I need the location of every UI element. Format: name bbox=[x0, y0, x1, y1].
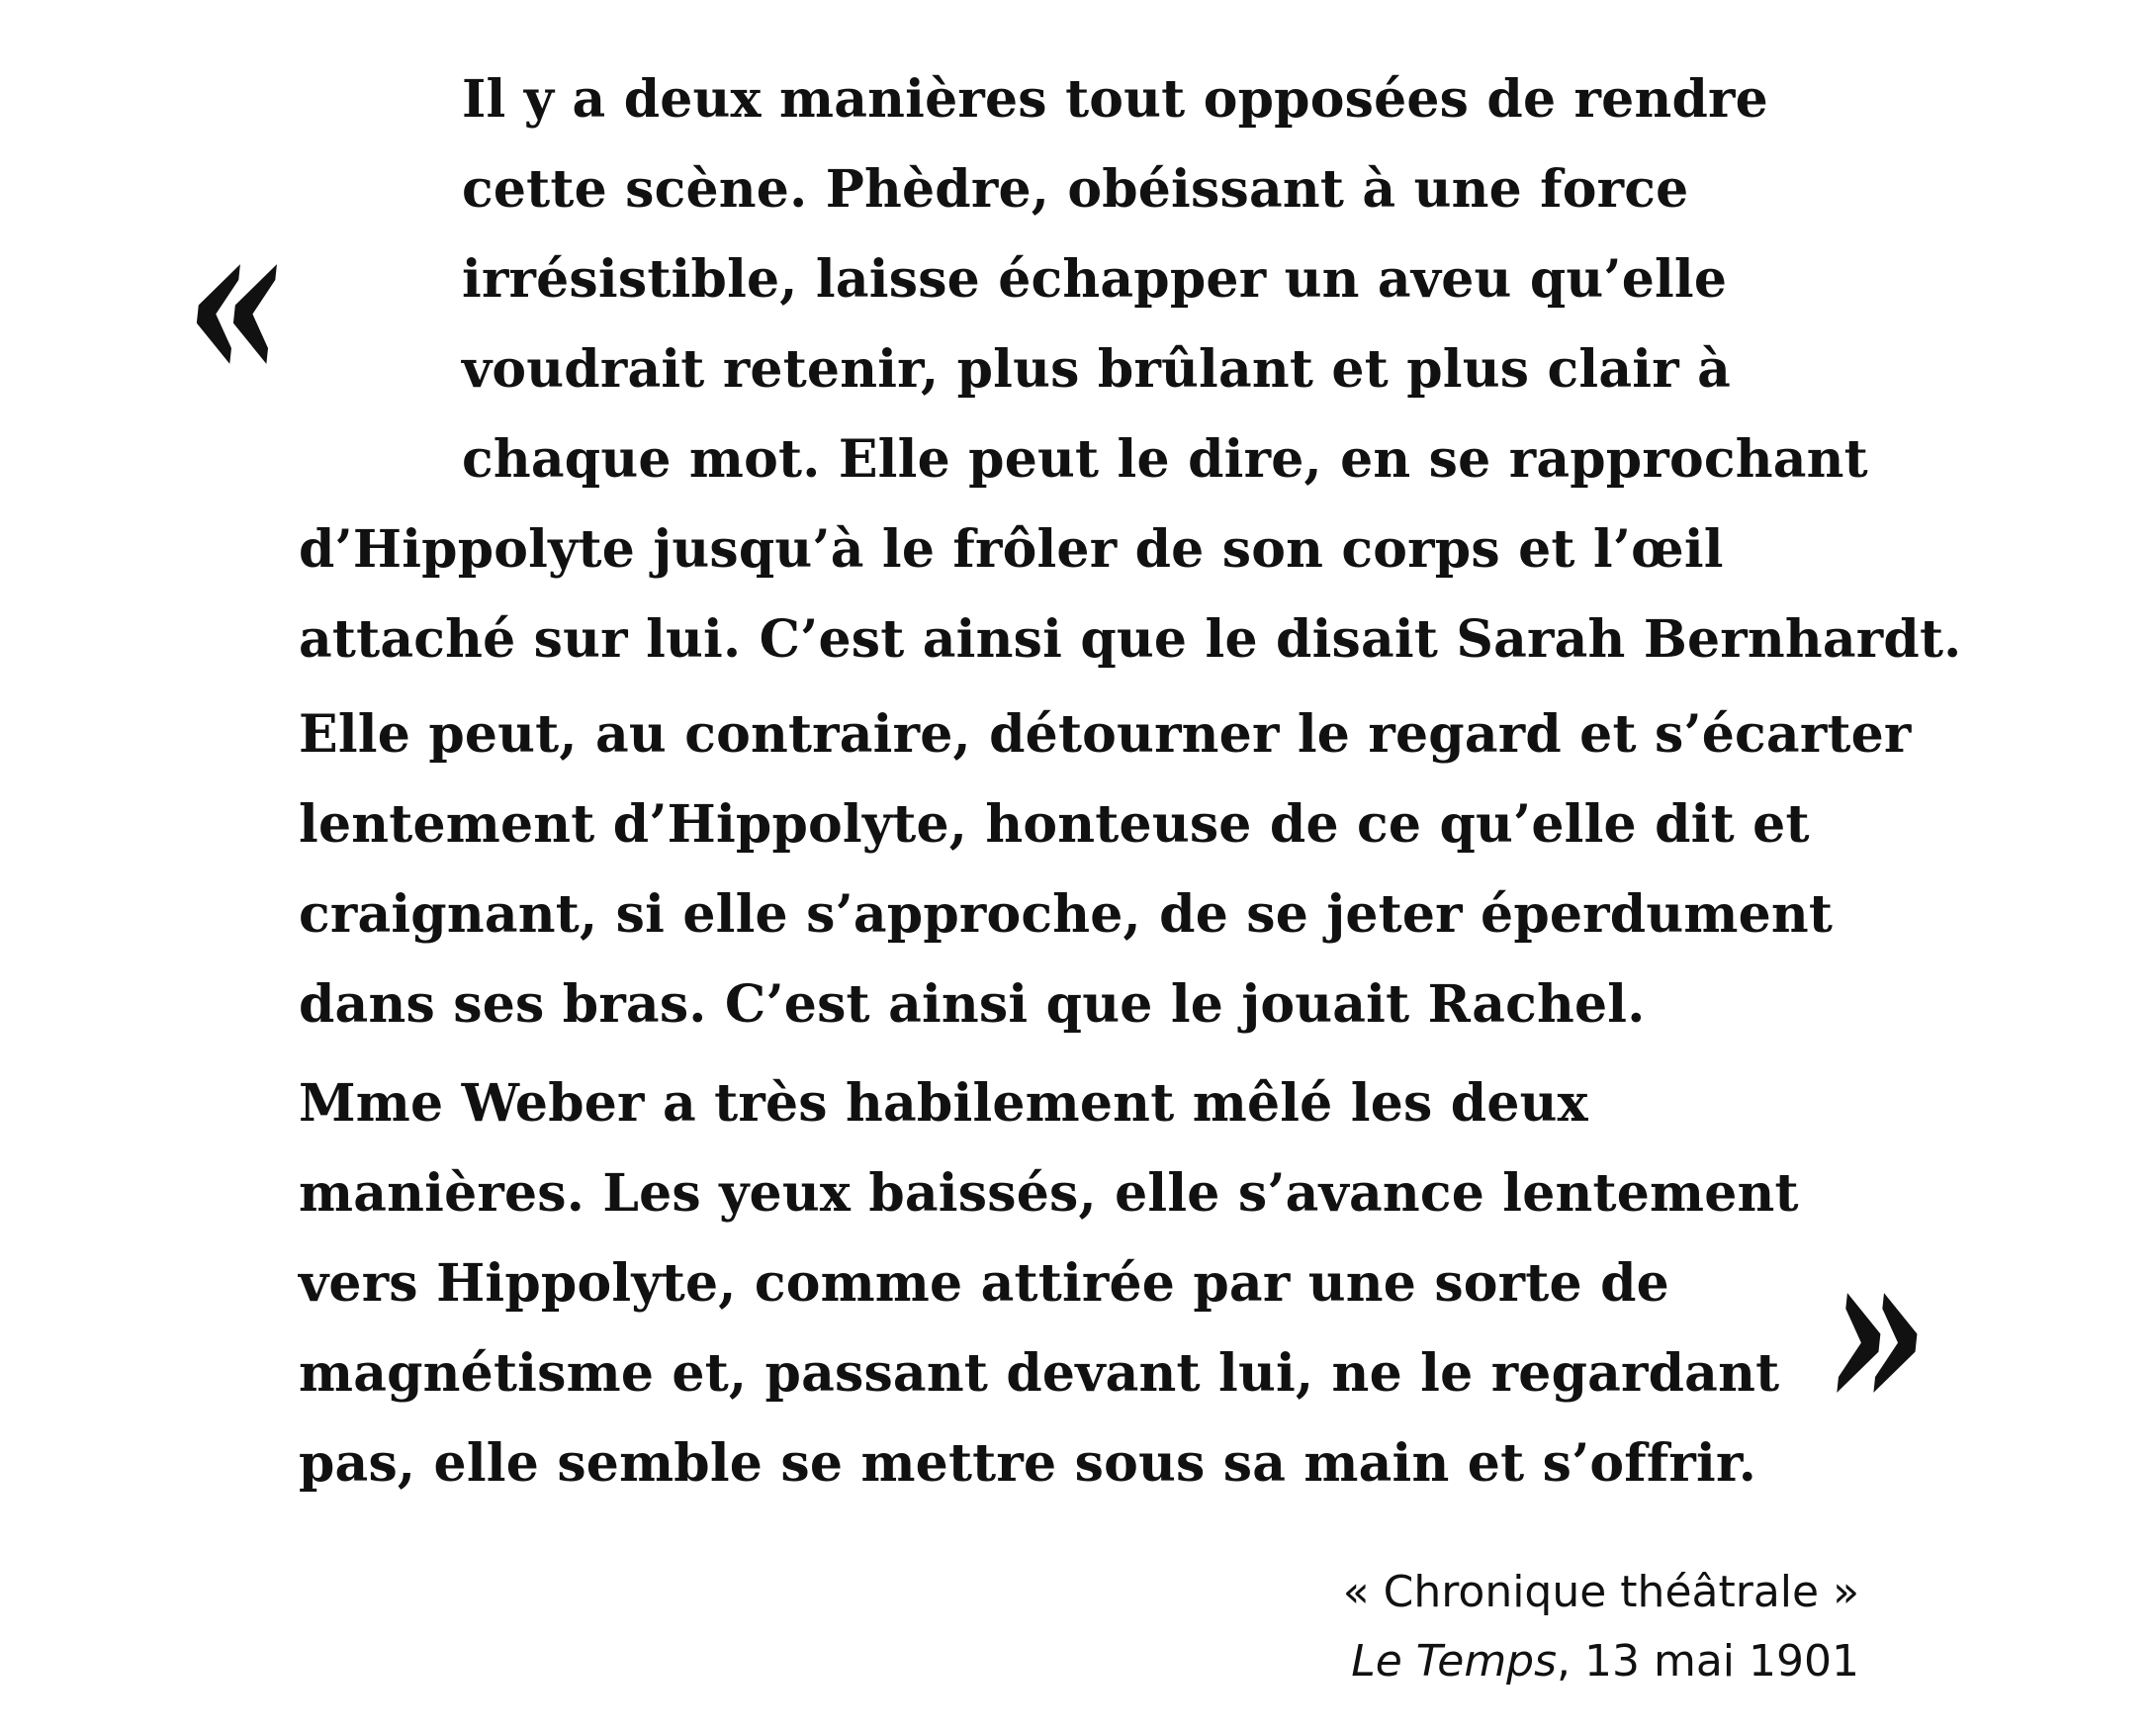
quote-line: attaché sur lui. C’est ainsi que le disait Sarah Bernhardt. bbox=[299, 609, 1962, 670]
quote-line: dans ses bras. C’est ainsi que le jouait Rachel. bbox=[299, 974, 1646, 1035]
source-citation bbox=[1343, 1558, 1859, 1696]
quote-line: d’Hippolyte jusqu’à le frôler de son corps et l’œil bbox=[299, 519, 1724, 580]
quote-line: voudrait retenir, plus brûlant et plus clair à bbox=[462, 339, 1731, 400]
quote-line: lentement d’Hippolyte, honteuse de ce qu’elle dit et bbox=[299, 794, 1810, 855]
quote-line: magnétisme et, passant devant lui, ne le regardant bbox=[299, 1343, 1780, 1404]
quote-paragraph-3 bbox=[299, 1058, 1799, 1508]
closing-quote-mark: » bbox=[1814, 1202, 1944, 1458]
quote-line: Mme Weber a très habilement mêlé les deux bbox=[299, 1073, 1588, 1134]
quote-line: Elle peut, au contraire, détourner le regard et s’écarter bbox=[299, 704, 1912, 765]
source-date: , 13 mai 1901 bbox=[1557, 1636, 1859, 1687]
source-column-title: « Chronique théâtrale » bbox=[1342, 1567, 1859, 1617]
opening-quote-mark: « bbox=[172, 173, 303, 429]
quote-line: manières. Les yeux baissés, elle s’avance lentement bbox=[299, 1163, 1799, 1224]
quote-line: cette scène. Phèdre, obéissant à une force bbox=[462, 159, 1689, 220]
quote-line: Il y a deux manières tout opposées de rendre bbox=[462, 69, 1768, 130]
quote-line: irrésistible, laisse échapper un aveu qu’elle bbox=[462, 249, 1728, 310]
quote-paragraph-1 bbox=[299, 54, 1961, 684]
quote-line: vers Hippolyte, comme attirée par une sorte de bbox=[299, 1253, 1669, 1314]
source-publication: Le Temps bbox=[1351, 1636, 1558, 1687]
quote-line: craignant, si elle s’approche, de se jeter éperdument bbox=[299, 884, 1834, 945]
quote-paragraph-2 bbox=[299, 689, 1912, 1049]
quote-line: pas, elle semble se mettre sous sa main et s’offrir. bbox=[299, 1433, 1757, 1494]
quote-line: chaque mot. Elle peut le dire, en se rapprochant bbox=[462, 429, 1868, 490]
source-publication-line bbox=[1343, 1627, 1859, 1696]
